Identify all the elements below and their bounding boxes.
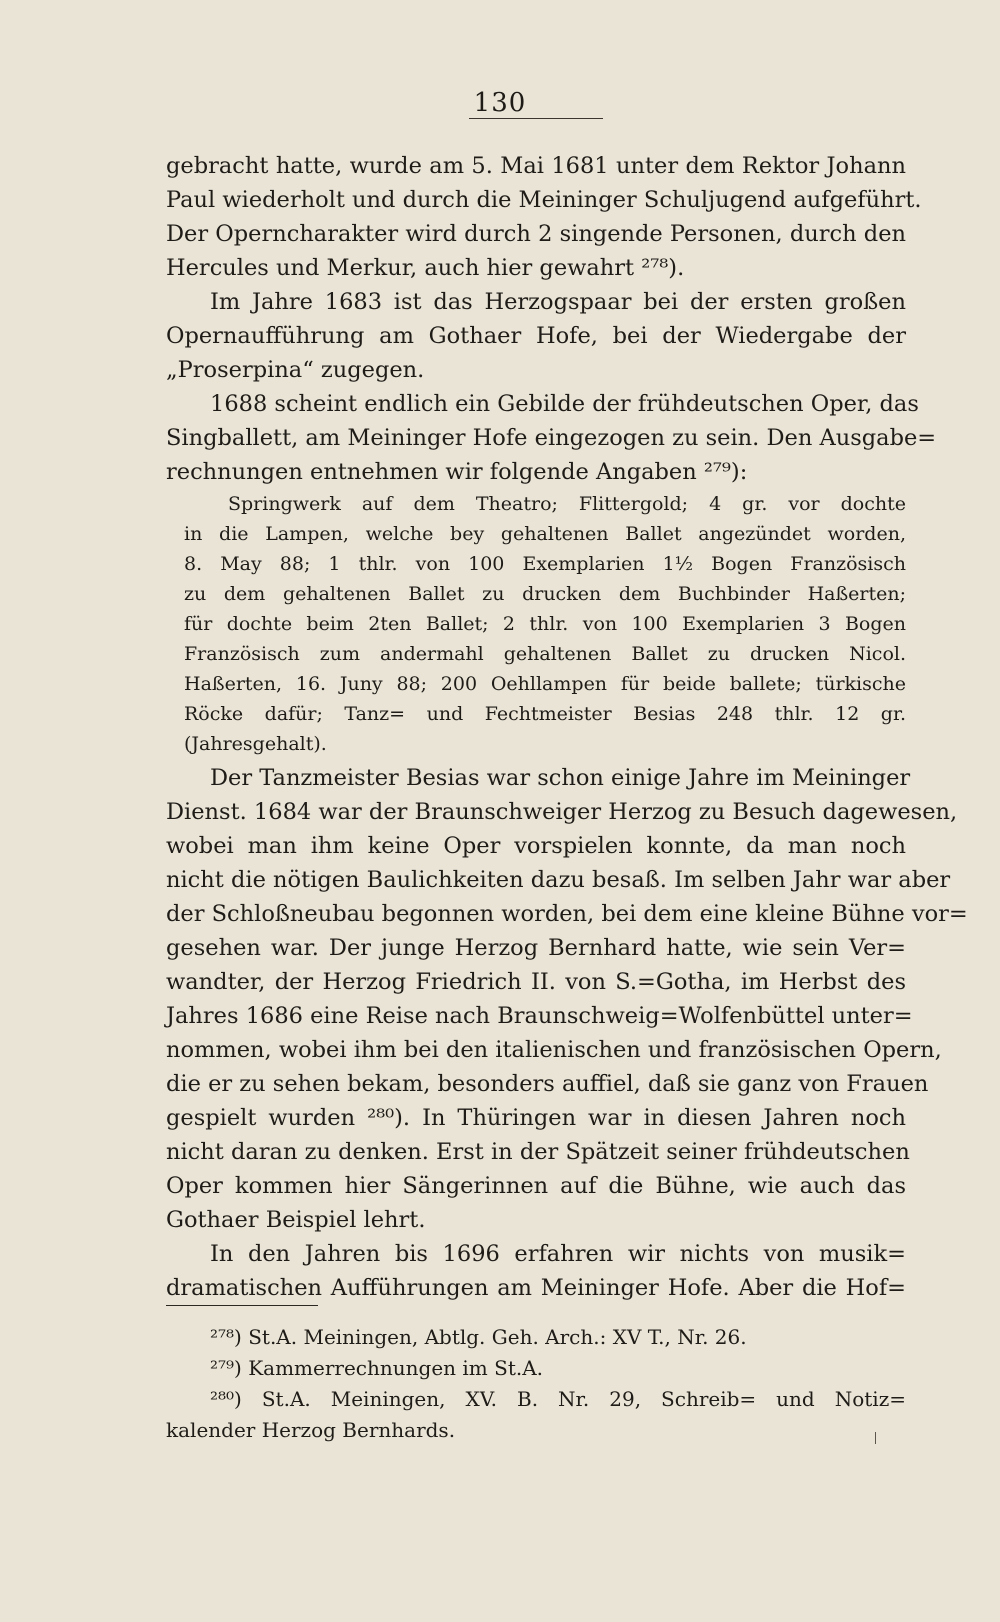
- text-line: gesehen war. Der junge Herzog Bernhard hatte, wie sein Ver=: [166, 935, 906, 961]
- paragraph: [166, 1237, 906, 1305]
- main-text: [166, 149, 968, 1305]
- footnote: ²⁷⁸) St.A. Meiningen, Abtlg. Geh. Arch.: XV T., Nr. 26.: [210, 1325, 747, 1349]
- paragraph: [166, 149, 922, 285]
- text-line: 1688 scheint endlich ein Gebilde der frühdeutschen Oper, das: [210, 391, 919, 417]
- quote-line: 8. May 88; 1 thlr. von 100 Exemplarien 1½ Bogen Französisch: [184, 553, 906, 575]
- footnote: ²⁷⁹) Kammerrechnungen im St.A.: [210, 1356, 544, 1380]
- paragraph: [166, 285, 906, 387]
- quote-line: Französisch zum andermahl gehaltenen Ballet zu drucken Nicol.: [184, 643, 906, 665]
- text-line: Gothaer Beispiel lehrt.: [166, 1207, 426, 1233]
- header-rule: [469, 118, 603, 119]
- text-line: dramatischen Aufführungen am Meininger Hofe. Aber die Hof=: [166, 1275, 906, 1301]
- text-line: gespielt wurden ²⁸⁰). In Thüringen war in diesen Jahren noch: [166, 1105, 906, 1131]
- text-line: „Proserpina“ zugegen.: [166, 357, 425, 383]
- text-line: nicht daran zu denken. Erst in der Spätzeit seiner frühdeutschen: [166, 1139, 910, 1165]
- paragraph: [166, 387, 937, 489]
- text-line: wandter, der Herzog Friedrich II. von S.=Gotha, im Herbst des: [166, 969, 906, 995]
- quote-line: (Jahresgehalt).: [184, 733, 327, 755]
- quoted-accounts: [166, 489, 906, 759]
- text-line: Dienst. 1684 war der Braunschweiger Herzog zu Besuch dagewesen,: [166, 799, 958, 825]
- quote-line: Springwerk auf dem Theatro; Flittergold; 4 gr. vor dochte: [228, 493, 906, 515]
- quote-line: Haßerten, 16. Juny 88; 200 Oehllampen für beide ballete; türkische: [184, 673, 906, 695]
- text-line: Jahres 1686 eine Reise nach Braunschweig=Wolfenbüttel unter=: [166, 1003, 913, 1029]
- footnote: ²⁸⁰) St.A. Meiningen, XV. B. Nr. 29, Schreib= und Notiz=: [210, 1387, 906, 1411]
- text-line: Im Jahre 1683 ist das Herzogspaar bei der ersten großen: [210, 289, 906, 315]
- quote-line: für dochte beim 2ten Ballet; 2 thlr. von 100 Exemplarien 3 Bogen: [184, 613, 906, 635]
- text-line: Oper kommen hier Sängerinnen auf die Bühne, wie auch das: [166, 1173, 906, 1199]
- page-number: 130: [473, 88, 527, 118]
- text-line: gebracht hatte, wurde am 5. Mai 1681 unter dem Rektor Johann: [166, 153, 906, 179]
- text-line: nicht die nötigen Baulichkeiten dazu besaß. Im selben Jahr war aber: [166, 867, 951, 893]
- text-line: die er zu sehen bekam, besonders auffiel, daß sie ganz von Frauen: [166, 1071, 929, 1097]
- paragraph: [166, 761, 968, 1237]
- text-line: Paul wiederholt und durch die Meininger Schuljugend aufgeführt.: [166, 187, 922, 213]
- text-line: Singballett, am Meininger Hofe eingezogen zu sein. Den Ausgabe=: [166, 425, 937, 451]
- text-line: wobei man ihm keine Oper vorspielen konnte, da man noch: [166, 833, 906, 859]
- footnote: kalender Herzog Bernhards.: [166, 1418, 456, 1442]
- text-line: Opernaufführung am Gothaer Hofe, bei der Wiedergabe der: [166, 323, 906, 349]
- footnotes: [166, 1322, 906, 1446]
- quote-line: Röcke dafür; Tanz= und Fechtmeister Besias 248 thlr. 12 gr.: [184, 703, 906, 725]
- text-line: der Schloßneubau begonnen worden, bei dem eine kleine Bühne vor=: [166, 901, 968, 927]
- print-mark: [875, 1432, 876, 1444]
- quote-line: in die Lampen, welche bey gehaltenen Ballet angezündet worden,: [184, 523, 906, 545]
- text-line: Hercules und Merkur, auch hier gewahrt ²⁷⁸).: [166, 255, 685, 281]
- footnote-rule: [166, 1305, 318, 1306]
- quote-line: zu dem gehaltenen Ballet zu drucken dem Buchbinder Haßerten;: [184, 583, 906, 605]
- text-line: Der Tanzmeister Besias war schon einige Jahre im Meininger: [210, 765, 911, 791]
- text-line: nommen, wobei ihm bei den italienischen und französischen Opern,: [166, 1037, 942, 1063]
- text-line: rechnungen entnehmen wir folgende Angaben ²⁷⁹):: [166, 459, 748, 485]
- text-line: Der Operncharakter wird durch 2 singende Personen, durch den: [166, 221, 906, 247]
- text-line: In den Jahren bis 1696 erfahren wir nichts von musik=: [210, 1241, 906, 1267]
